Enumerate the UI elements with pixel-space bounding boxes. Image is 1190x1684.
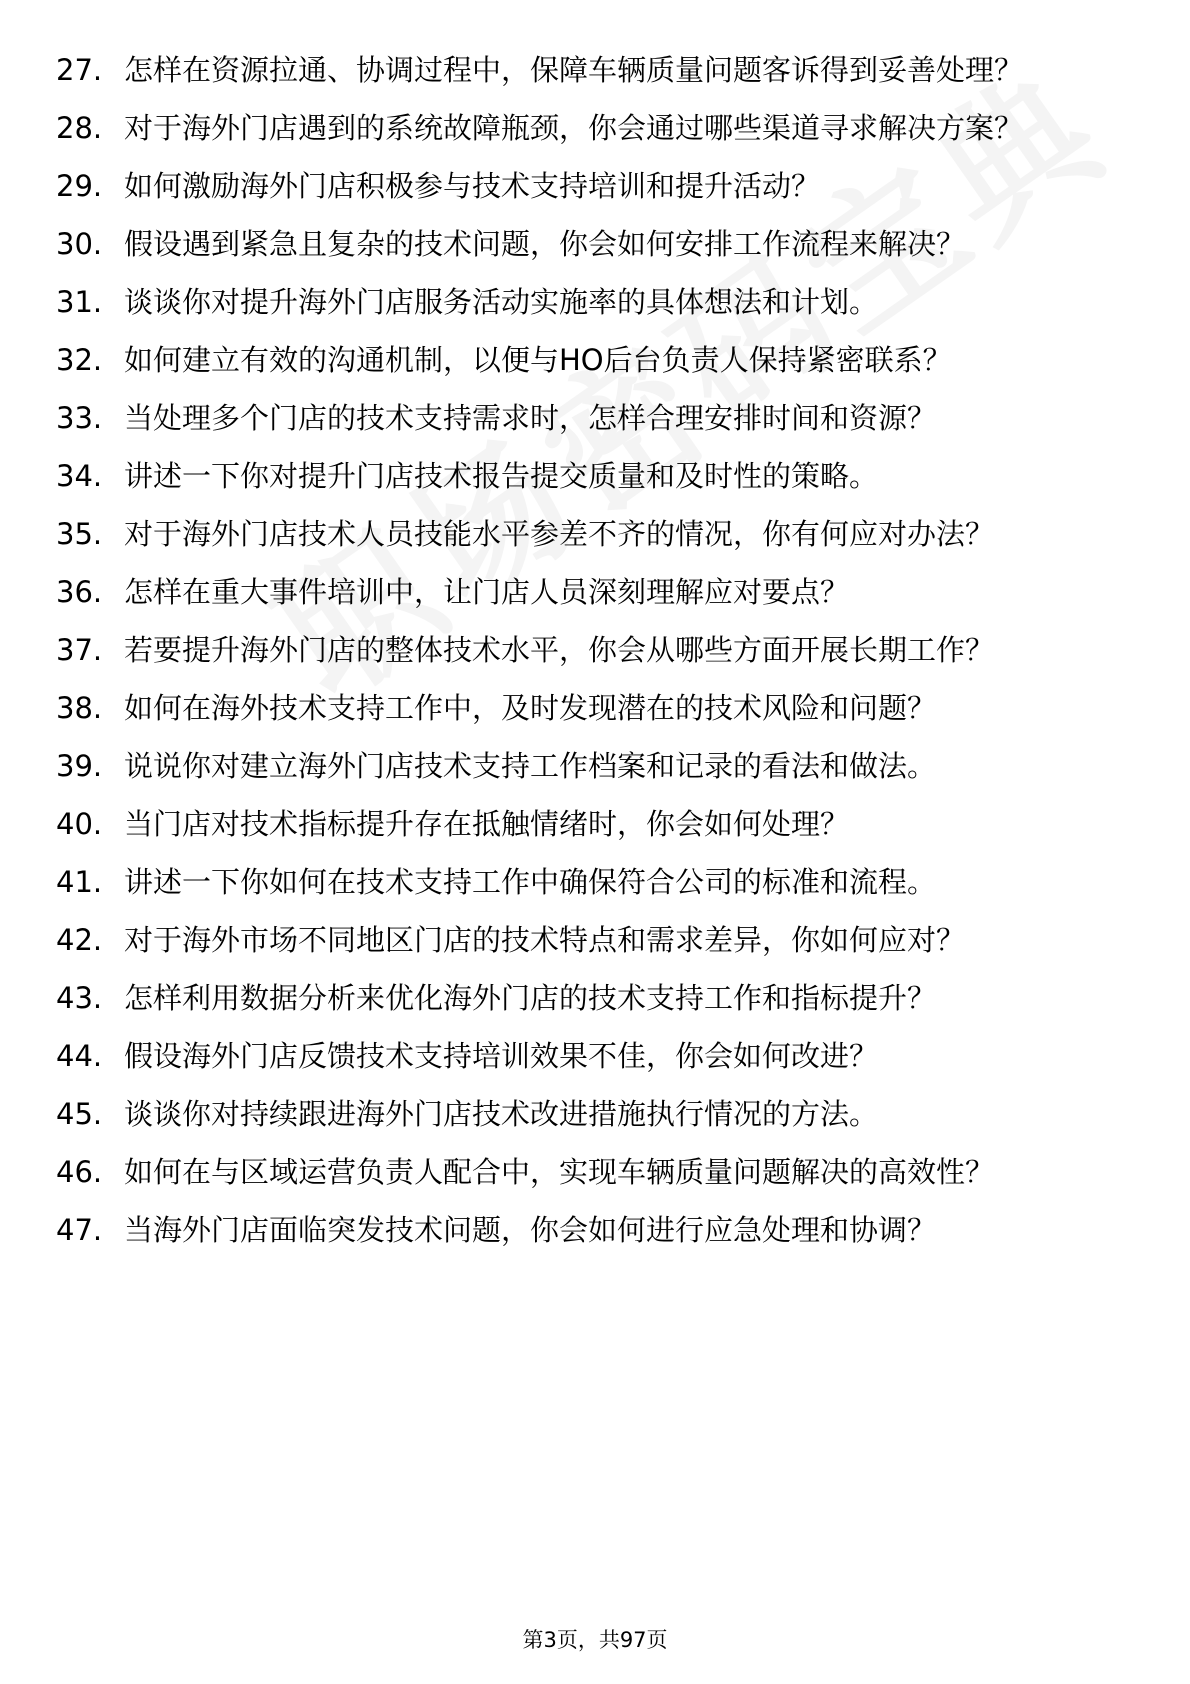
list-item [56,920,1136,960]
question-text: 如何在与区域运营负责人配合中，实现车辆质量问题解决的高效性？ [124,1155,995,1189]
question-number: 36. [56,575,103,609]
list-item [56,456,1136,496]
question-text: 讲述一下你如何在技术支持工作中确保符合公司的标准和流程。 [124,865,937,899]
question-number: 34. [56,459,103,493]
question-number: 33. [56,401,103,435]
list-item [56,340,1136,380]
list-item [56,166,1136,206]
question-number: 44. [56,1039,103,1073]
question-text: 如何建立有效的沟通机制，以便与HO后台负责人保持紧密联系？ [124,343,952,377]
question-number: 31. [56,285,103,319]
list-item [56,572,1136,612]
question-text: 谈谈你对提升海外门店服务活动实施率的具体想法和计划。 [124,285,879,319]
question-number: 39. [56,749,103,783]
page-number-footer: 第3页，共97页 [522,1628,668,1652]
question-text: 怎样在重大事件培训中，让门店人员深刻理解应对要点？ [124,575,850,609]
question-number: 45. [56,1097,103,1131]
question-text: 如何在海外技术支持工作中，及时发现潜在的技术风险和问题？ [124,691,937,725]
question-number: 42. [56,923,103,957]
question-text: 对于海外市场不同地区门店的技术特点和需求差异，你如何应对？ [124,923,966,957]
question-number: 29. [56,169,103,203]
question-text: 当门店对技术指标提升存在抵触情绪时，你会如何处理？ [124,807,850,841]
question-text: 若要提升海外门店的整体技术水平，你会从哪些方面开展长期工作？ [124,633,995,667]
question-text: 谈谈你对持续跟进海外门店技术改进措施执行情况的方法。 [124,1097,879,1131]
question-text: 如何激励海外门店积极参与技术支持培训和提升活动？ [124,169,821,203]
list-item [56,1036,1136,1076]
list-item [56,108,1136,148]
question-number: 38. [56,691,103,725]
list-item [56,398,1136,438]
list-item [56,630,1136,670]
list-item [56,1094,1136,1134]
question-text: 假设遇到紧急且复杂的技术问题，你会如何安排工作流程来解决？ [124,227,966,261]
question-number: 40. [56,807,103,841]
question-text: 讲述一下你对提升门店技术报告提交质量和及时性的策略。 [124,459,879,493]
question-number: 28. [56,111,103,145]
list-item [56,1210,1136,1250]
question-text: 当海外门店面临突发技术问题，你会如何进行应急处理和协调？ [124,1213,937,1247]
list-item [56,282,1136,322]
list-item [56,978,1136,1018]
question-number: 43. [56,981,103,1015]
list-item [56,50,1136,90]
question-text: 假设海外门店反馈技术支持培训效果不佳，你会如何改进？ [124,1039,879,1073]
question-text: 对于海外门店技术人员技能水平参差不齐的情况，你有何应对办法？ [124,517,995,551]
question-number: 37. [56,633,103,667]
list-item [56,1152,1136,1192]
question-number: 35. [56,517,103,551]
question-number: 47. [56,1213,103,1247]
list-item [56,804,1136,844]
question-number: 46. [56,1155,103,1189]
question-text: 说说你对建立海外门店技术支持工作档案和记录的看法和做法。 [124,749,937,783]
question-number: 30. [56,227,103,261]
list-item [56,862,1136,902]
list-item [56,746,1136,786]
list-item [56,514,1136,554]
question-list [56,50,1136,1268]
list-item [56,688,1136,728]
question-text: 当处理多个门店的技术支持需求时，怎样合理安排时间和资源？ [124,401,937,435]
list-item [56,224,1136,264]
question-text: 怎样在资源拉通、协调过程中，保障车辆质量问题客诉得到妥善处理？ [124,53,1024,87]
question-text: 怎样利用数据分析来优化海外门店的技术支持工作和指标提升？ [124,981,937,1015]
question-number: 32. [56,343,103,377]
question-text: 对于海外门店遇到的系统故障瓶颈，你会通过哪些渠道寻求解决方案？ [124,111,1024,145]
question-number: 27. [56,53,103,87]
question-number: 41. [56,865,103,899]
